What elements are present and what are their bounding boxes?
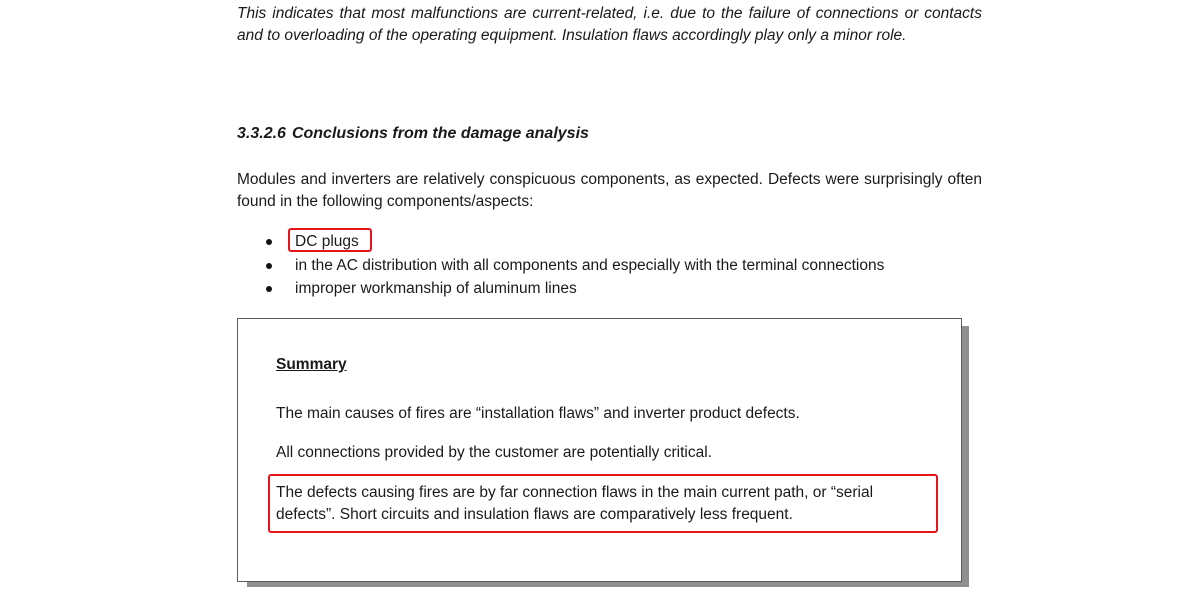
dc-plugs-highlight — [288, 228, 372, 252]
body-paragraph: Modules and inverters are relatively conspicuous components, as expected. Defects were surprisingly often found in the following components/aspects: — [237, 171, 982, 210]
summary-highlighted-paragraph: The defects causing fires are by far connection flaws in the main current path, or “serial defects”. Short circuits and insulation flaws are comparatively less frequent. — [276, 484, 874, 523]
list-item-text: improper workmanship of aluminum lines — [295, 280, 577, 297]
section-number: 3.3.2.6 — [237, 125, 286, 142]
summary-title: Summary — [276, 356, 347, 373]
bullet-icon — [266, 263, 272, 269]
bullet-icon — [266, 239, 272, 245]
list-item-text: in the AC distribution with all components and especially with the terminal connections — [295, 256, 885, 274]
serial-defects-highlight — [268, 474, 938, 533]
summary-line: All connections provided by the customer are potentially critical. — [276, 444, 712, 461]
section-heading — [237, 125, 589, 143]
intro-paragraph: This indicates that most malfunctions are current-related, i.e. due to the failure of connections or contacts and to overloading of the operating equipment. Insulation flaws accordingly play only a minor role. — [237, 5, 982, 44]
section-title: Conclusions from the damage analysis — [291, 125, 589, 142]
bullet-icon — [266, 286, 272, 292]
summary-line: The main causes of fires are “installation flaws” and inverter product defects. — [276, 405, 800, 422]
list-item-text: DC plugs — [295, 233, 359, 250]
